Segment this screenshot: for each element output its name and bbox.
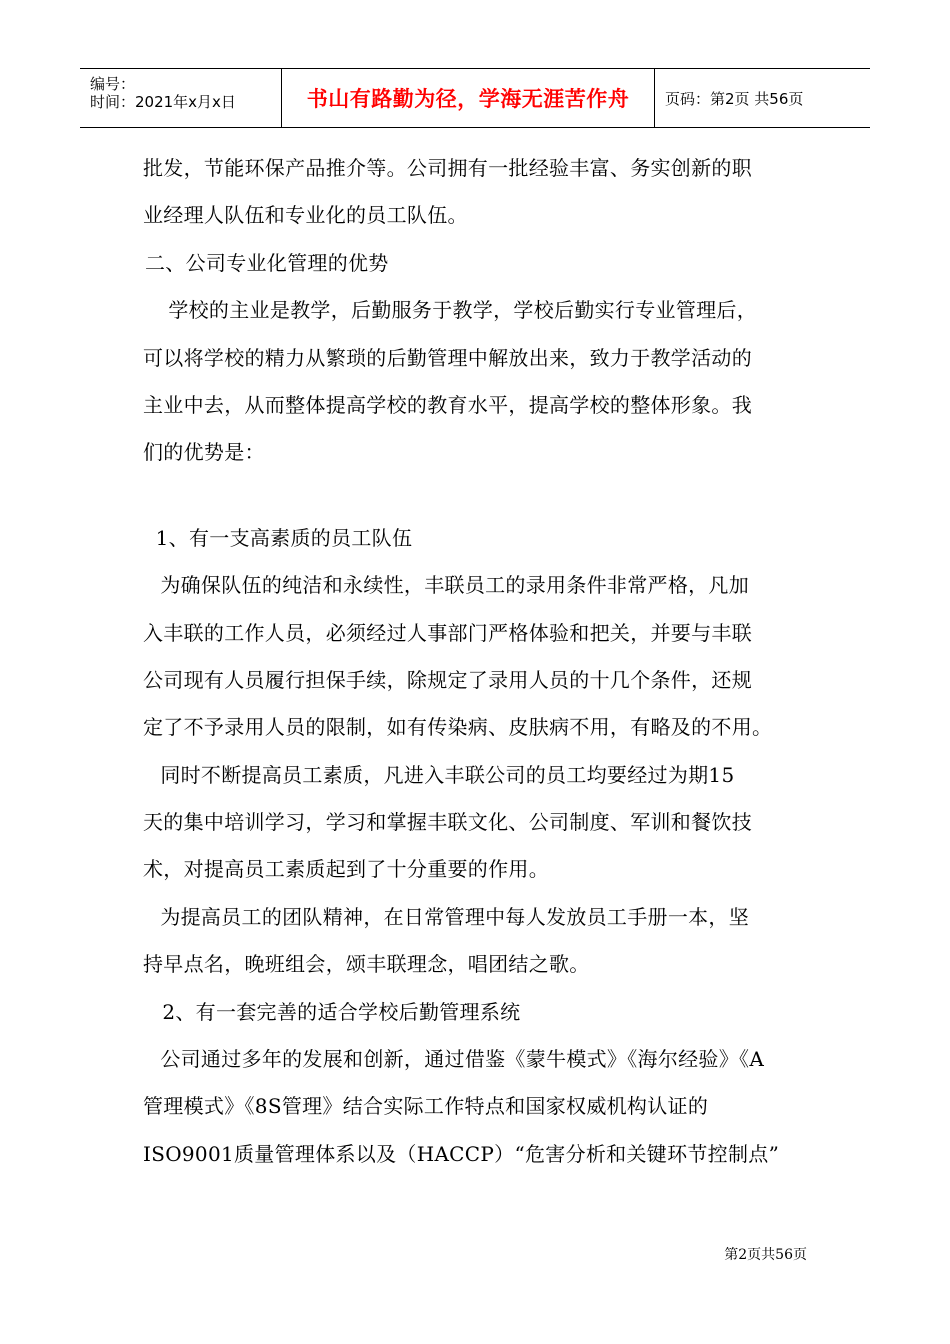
- text-line: 管理模式》《8S管理》结合实际工作特点和国家权威机构认证的: [143, 1094, 709, 1119]
- paragraph: [143, 287, 813, 477]
- text-line: 可以将学校的精力从繁琐的后勤管理中解放出来，致力于教学活动的: [143, 345, 752, 370]
- text-line: ISO9001质量管理体系以及（HACCP）“危害分析和关键环节控制点”: [143, 1141, 780, 1166]
- page-header: [80, 68, 870, 128]
- text-line: 术，对提高员工素质起到了十分重要的作用。: [143, 857, 549, 882]
- text-line: 持早点名，晚班组会，颂丰联理念，唱团结之歌。: [143, 952, 590, 977]
- paragraph: [143, 562, 813, 752]
- header-page-info: 页码：第2页 共56页: [665, 89, 804, 108]
- text-line: 批发，节能环保产品推介等。公司拥有一批经验丰富、务实创新的职: [143, 156, 752, 180]
- section-heading: [143, 240, 813, 287]
- text-line: 们的优势是：: [143, 440, 265, 465]
- text-line: 天的集中培训学习，学习和掌握丰联文化、公司制度、军训和餐饮技: [143, 810, 752, 835]
- text-line: 为提高员工的团队精神，在日常管理中每人发放员工手册一本，坚: [147, 904, 750, 929]
- header-motto: 书山有路勤为径，学海无涯苦作舟: [306, 87, 630, 111]
- page-footer: 第2页共56页: [724, 1247, 807, 1263]
- paragraph: [143, 1036, 813, 1178]
- text-line: 业经理人队伍和专业化的员工队伍。: [143, 203, 468, 228]
- subsection-heading: [143, 989, 813, 1036]
- text-line: 定了不予录用人员的限制，如有传染病、皮肤病不用，有略及的不用。: [143, 715, 773, 740]
- paragraph: [143, 894, 813, 989]
- text-line: 学校的主业是教学，后勤服务于教学，学校后勤实行专业管理后，: [155, 298, 758, 323]
- text-line: 2、有一套完善的适合学校后勤管理系统: [149, 999, 521, 1024]
- text-line: 主业中去，从而整体提高学校的教育水平，提高学校的整体形象。我: [143, 392, 752, 417]
- text-line: 为确保队伍的纯洁和永续性，丰联员工的录用条件非常严格，凡加: [147, 573, 750, 598]
- document-number-label: 编号：: [90, 75, 136, 93]
- text-line: 同时不断提高员工素质，凡进入丰联公司的员工均要经过为期15: [147, 762, 735, 787]
- header-motto-cell: [282, 69, 655, 127]
- document-body: [143, 145, 813, 1178]
- header-meta: [80, 69, 282, 127]
- text-line: 公司通过多年的发展和创新，通过借鉴《蒙牛模式》《海尔经验》《A: [147, 1047, 765, 1072]
- paragraph: [143, 752, 813, 894]
- subsection-heading: [143, 515, 813, 562]
- text-line: 公司现有人员履行担保手续，除规定了录用人员的十几个条件，还规: [143, 667, 752, 692]
- text-line: 入丰联的工作人员，必须经过人事部门严格体验和把关，并要与丰联: [143, 620, 752, 645]
- paragraph: [143, 145, 813, 240]
- text-line: 二、公司专业化管理的优势: [145, 250, 389, 275]
- text-line: 1、有一支高素质的员工队伍: [149, 525, 413, 550]
- document-date: 时间：2021年x月x日: [90, 93, 236, 111]
